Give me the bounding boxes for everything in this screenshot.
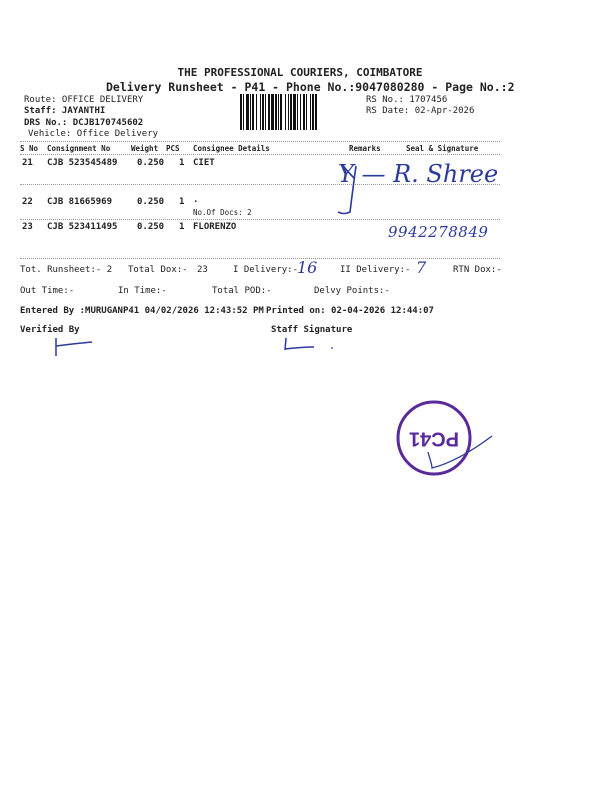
drs-label: DRS No.: DCJB170745602 (24, 118, 144, 128)
staff-signature-label: Staff Signature (271, 325, 353, 335)
row-pcs: 1 (179, 158, 185, 168)
entered-by: Entered By :MURUGANP41 04/02/2026 12:43:52 PM (20, 306, 264, 316)
row-sno: 22 (22, 197, 33, 207)
remarks-pen-stroke (336, 160, 366, 220)
row-pcs: 1 (179, 222, 185, 232)
row-weight: 0.250 (137, 222, 165, 232)
rs-date: RS Date: 02-Apr-2026 (366, 106, 475, 116)
row-consignment: CJB 523545489 (47, 158, 118, 168)
col-remarks: Remarks (349, 144, 381, 153)
staff-label: Staff: JAYANTHI (24, 106, 106, 116)
col-consignee: Consignee Details (193, 144, 270, 153)
row-docs-note: No.Of Docs: 2 (193, 208, 252, 217)
row23-handwritten-phone: 9942278849 (388, 223, 489, 241)
stamp-tick-mark (418, 430, 528, 480)
total-dox-value: 23 (197, 265, 208, 275)
total-dox-label: Total Dox:- (128, 265, 188, 275)
staff-signature-stroke (282, 336, 342, 356)
col-weight: Weight (131, 144, 159, 153)
company-title: THE PROFESSIONAL COURIERS, COIMBATORE (177, 66, 423, 79)
total-pod-label: Total POD:- (212, 286, 272, 296)
tot-runsheet: Tot. Runsheet:- 2 (20, 265, 113, 275)
row-consignee: FLORENZO (193, 222, 237, 232)
col-sno: S No (20, 144, 39, 153)
i-delivery-label: I Delivery:- (233, 265, 299, 275)
runsheet-title: Delivery Runsheet - P41 - Phone No.:9047080280 - Page No.:2 (106, 80, 515, 94)
route-label: Route: OFFICE DELIVERY (24, 95, 144, 105)
barcode-graphic (240, 94, 362, 130)
col-pcs: PCS (166, 144, 180, 153)
row-consignment: CJB 523411495 (47, 222, 118, 232)
row-weight: 0.250 (137, 197, 165, 207)
col-seal-signature: Seal & Signature (406, 144, 479, 153)
table-rule-bottom (20, 258, 500, 259)
row-sno: 21 (22, 158, 33, 168)
verified-by-signature-stroke (52, 336, 102, 361)
ii-delivery-handwritten: 7 (416, 258, 427, 277)
verified-by-label: Verified By (20, 325, 80, 335)
header-rule-bottom (20, 154, 500, 155)
delvy-points-label: Delvy Points:- (314, 286, 390, 296)
barcode (240, 94, 362, 130)
row-divider (20, 219, 500, 220)
row-consignee: . (193, 195, 199, 205)
row21-handwritten-signature: Y — R. Shree (338, 160, 499, 188)
vehicle-label: Vehicle: Office Delivery (28, 129, 159, 139)
in-time-label: In Time:- (118, 286, 167, 296)
row-pcs: 1 (179, 197, 185, 207)
row-consignee: CIET (193, 158, 215, 168)
stamp-text: PC41 (408, 427, 460, 450)
ii-delivery-label: II Delivery:- (340, 265, 411, 275)
printed-on: Printed on: 02-04-2026 12:44:07 (266, 306, 434, 316)
row-consignment: CJB 81665969 (47, 197, 113, 207)
col-consignment: Consignment No (47, 144, 111, 153)
out-time-label: Out Time:- (20, 286, 75, 296)
rtn-dox-label: RTN Dox:- (453, 265, 502, 275)
row-sno: 23 (22, 222, 33, 232)
rs-number: RS No.: 1707456 (366, 95, 448, 105)
i-delivery-handwritten: 16 (297, 258, 318, 277)
row-weight: 0.250 (137, 158, 165, 168)
header-rule-top (20, 141, 500, 142)
